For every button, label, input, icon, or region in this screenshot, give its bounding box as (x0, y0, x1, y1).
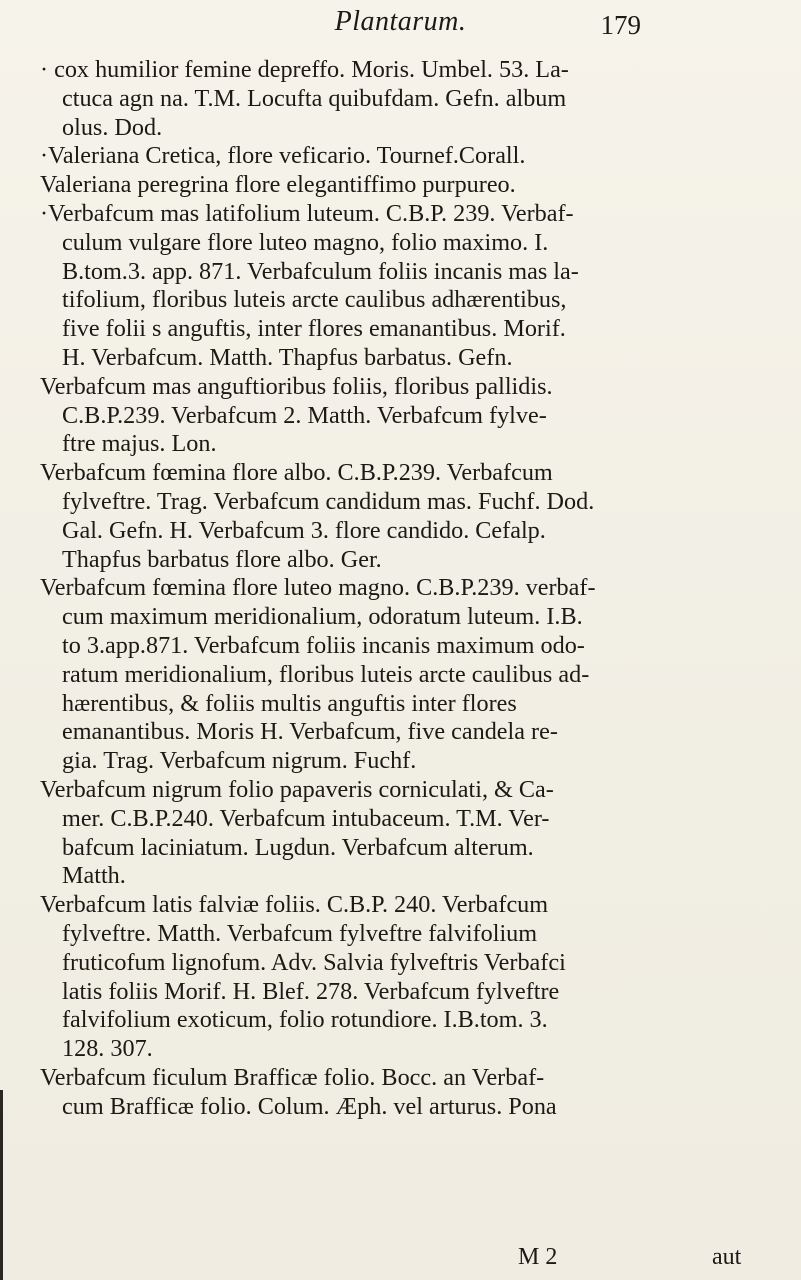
text-line: Thapfus barbatus flore albo. Ger. (62, 545, 382, 573)
text-line: B.tom.3. app. 871. Verbafculum foliis incanis mas la- (62, 257, 579, 285)
signature-mark: M 2 (518, 1244, 558, 1270)
text-line: tifolium, floribus luteis arcte caulibus adhærentibus, (62, 286, 567, 314)
text-line: five folii s anguftis, inter flores emanantibus. Morif. (62, 315, 566, 343)
text-line: falvifolium exoticum, folio rotundiore. I.B.tom. 3. (62, 1006, 548, 1034)
text-line: fruticofum lignofum. Adv. Salvia fylveftris Verbafci (62, 948, 566, 976)
text-line: Matth. (62, 862, 126, 890)
text-line: fylveftre. Matth. Verbafcum fylveftre falvifolium (62, 919, 538, 947)
text-line: Verbafcum nigrum folio papaveris corniculati, & Ca- (40, 775, 554, 803)
text-line: to 3.app.871. Verbafcum foliis incanis maximum odo- (62, 631, 585, 659)
page-header (0, 6, 801, 46)
text-line: ·Verbafcum mas latifolium luteum. C.B.P. 239. Verbaf- (40, 199, 574, 227)
page-footer (0, 1244, 801, 1274)
text-line: Verbafcum ficulum Brafficæ folio. Bocc. an Verbaf- (40, 1063, 545, 1091)
text-line: 128. 307. (62, 1035, 153, 1063)
page-number: 179 (600, 10, 641, 40)
text-line: hærentibus, & foliis multis anguftis inter flores (62, 689, 517, 717)
text-line: H. Verbafcum. Matth. Thapfus barbatus. Gefn. (62, 343, 513, 371)
text-line: Verbafcum fœmina flore luteo magno. C.B.P.239. verbaf- (40, 574, 596, 602)
text-line: fylveftre. Trag. Verbafcum candidum mas. Fuchf. Dod. (62, 487, 595, 515)
running-head: Plantarum. (334, 6, 467, 37)
text-line: Valeriana peregrina flore elegantiffimo purpureo. (40, 171, 516, 199)
text-line: Verbafcum fœmina flore albo. C.B.P.239. Verbafcum (40, 459, 553, 487)
text-line: olus. Dod. (62, 113, 163, 141)
text-line: · cox humilior femine depreffo. Moris. Umbel. 53. La- (40, 56, 569, 83)
text-line: ctuca agn na. T.M. Locufta quibufdam. Gefn. album (62, 84, 567, 112)
text-line: cum maximum meridionalium, odoratum luteum. I.B. (62, 603, 583, 631)
catchword: aut (712, 1244, 742, 1270)
text-line: ratum meridionalium, floribus luteis arcte caulibus ad- (62, 660, 590, 688)
text-line: C.B.P.239. Verbafcum 2. Matth. Verbafcum fylve- (62, 401, 547, 429)
text-line: Verbafcum latis falviæ foliis. C.B.P. 240. Verbafcum (40, 891, 549, 919)
text-line: ·Valeriana Cretica, flore veficario. Tournef.Corall. (40, 142, 526, 170)
text-line: mer. C.B.P.240. Verbafcum intubaceum. T.M. Ver- (62, 804, 550, 832)
text-line: latis foliis Morif. H. Blef. 278. Verbafcum fylveftre (62, 977, 560, 1005)
body-text (40, 56, 785, 1121)
binding-edge (0, 1090, 3, 1280)
text-line: ftre majus. Lon. (62, 430, 217, 458)
text-line: Verbafcum mas anguftioribus foliis, floribus pallidis. (40, 372, 553, 400)
text-line: Gal. Gefn. H. Verbafcum 3. flore candido. Cefalp. (62, 516, 546, 544)
text-line: gia. Trag. Verbafcum nigrum. Fuchf. (62, 747, 417, 775)
text-line: cum Brafficæ folio. Colum. Æph. vel arturus. Pona (62, 1092, 557, 1120)
text-line: culum vulgare flore luteo magno, folio maximo. I. (62, 228, 549, 256)
text-line: emanantibus. Moris H. Verbafcum, five candela re- (62, 718, 558, 746)
text-line: bafcum laciniatum. Lugdun. Verbafcum alterum. (62, 833, 534, 861)
